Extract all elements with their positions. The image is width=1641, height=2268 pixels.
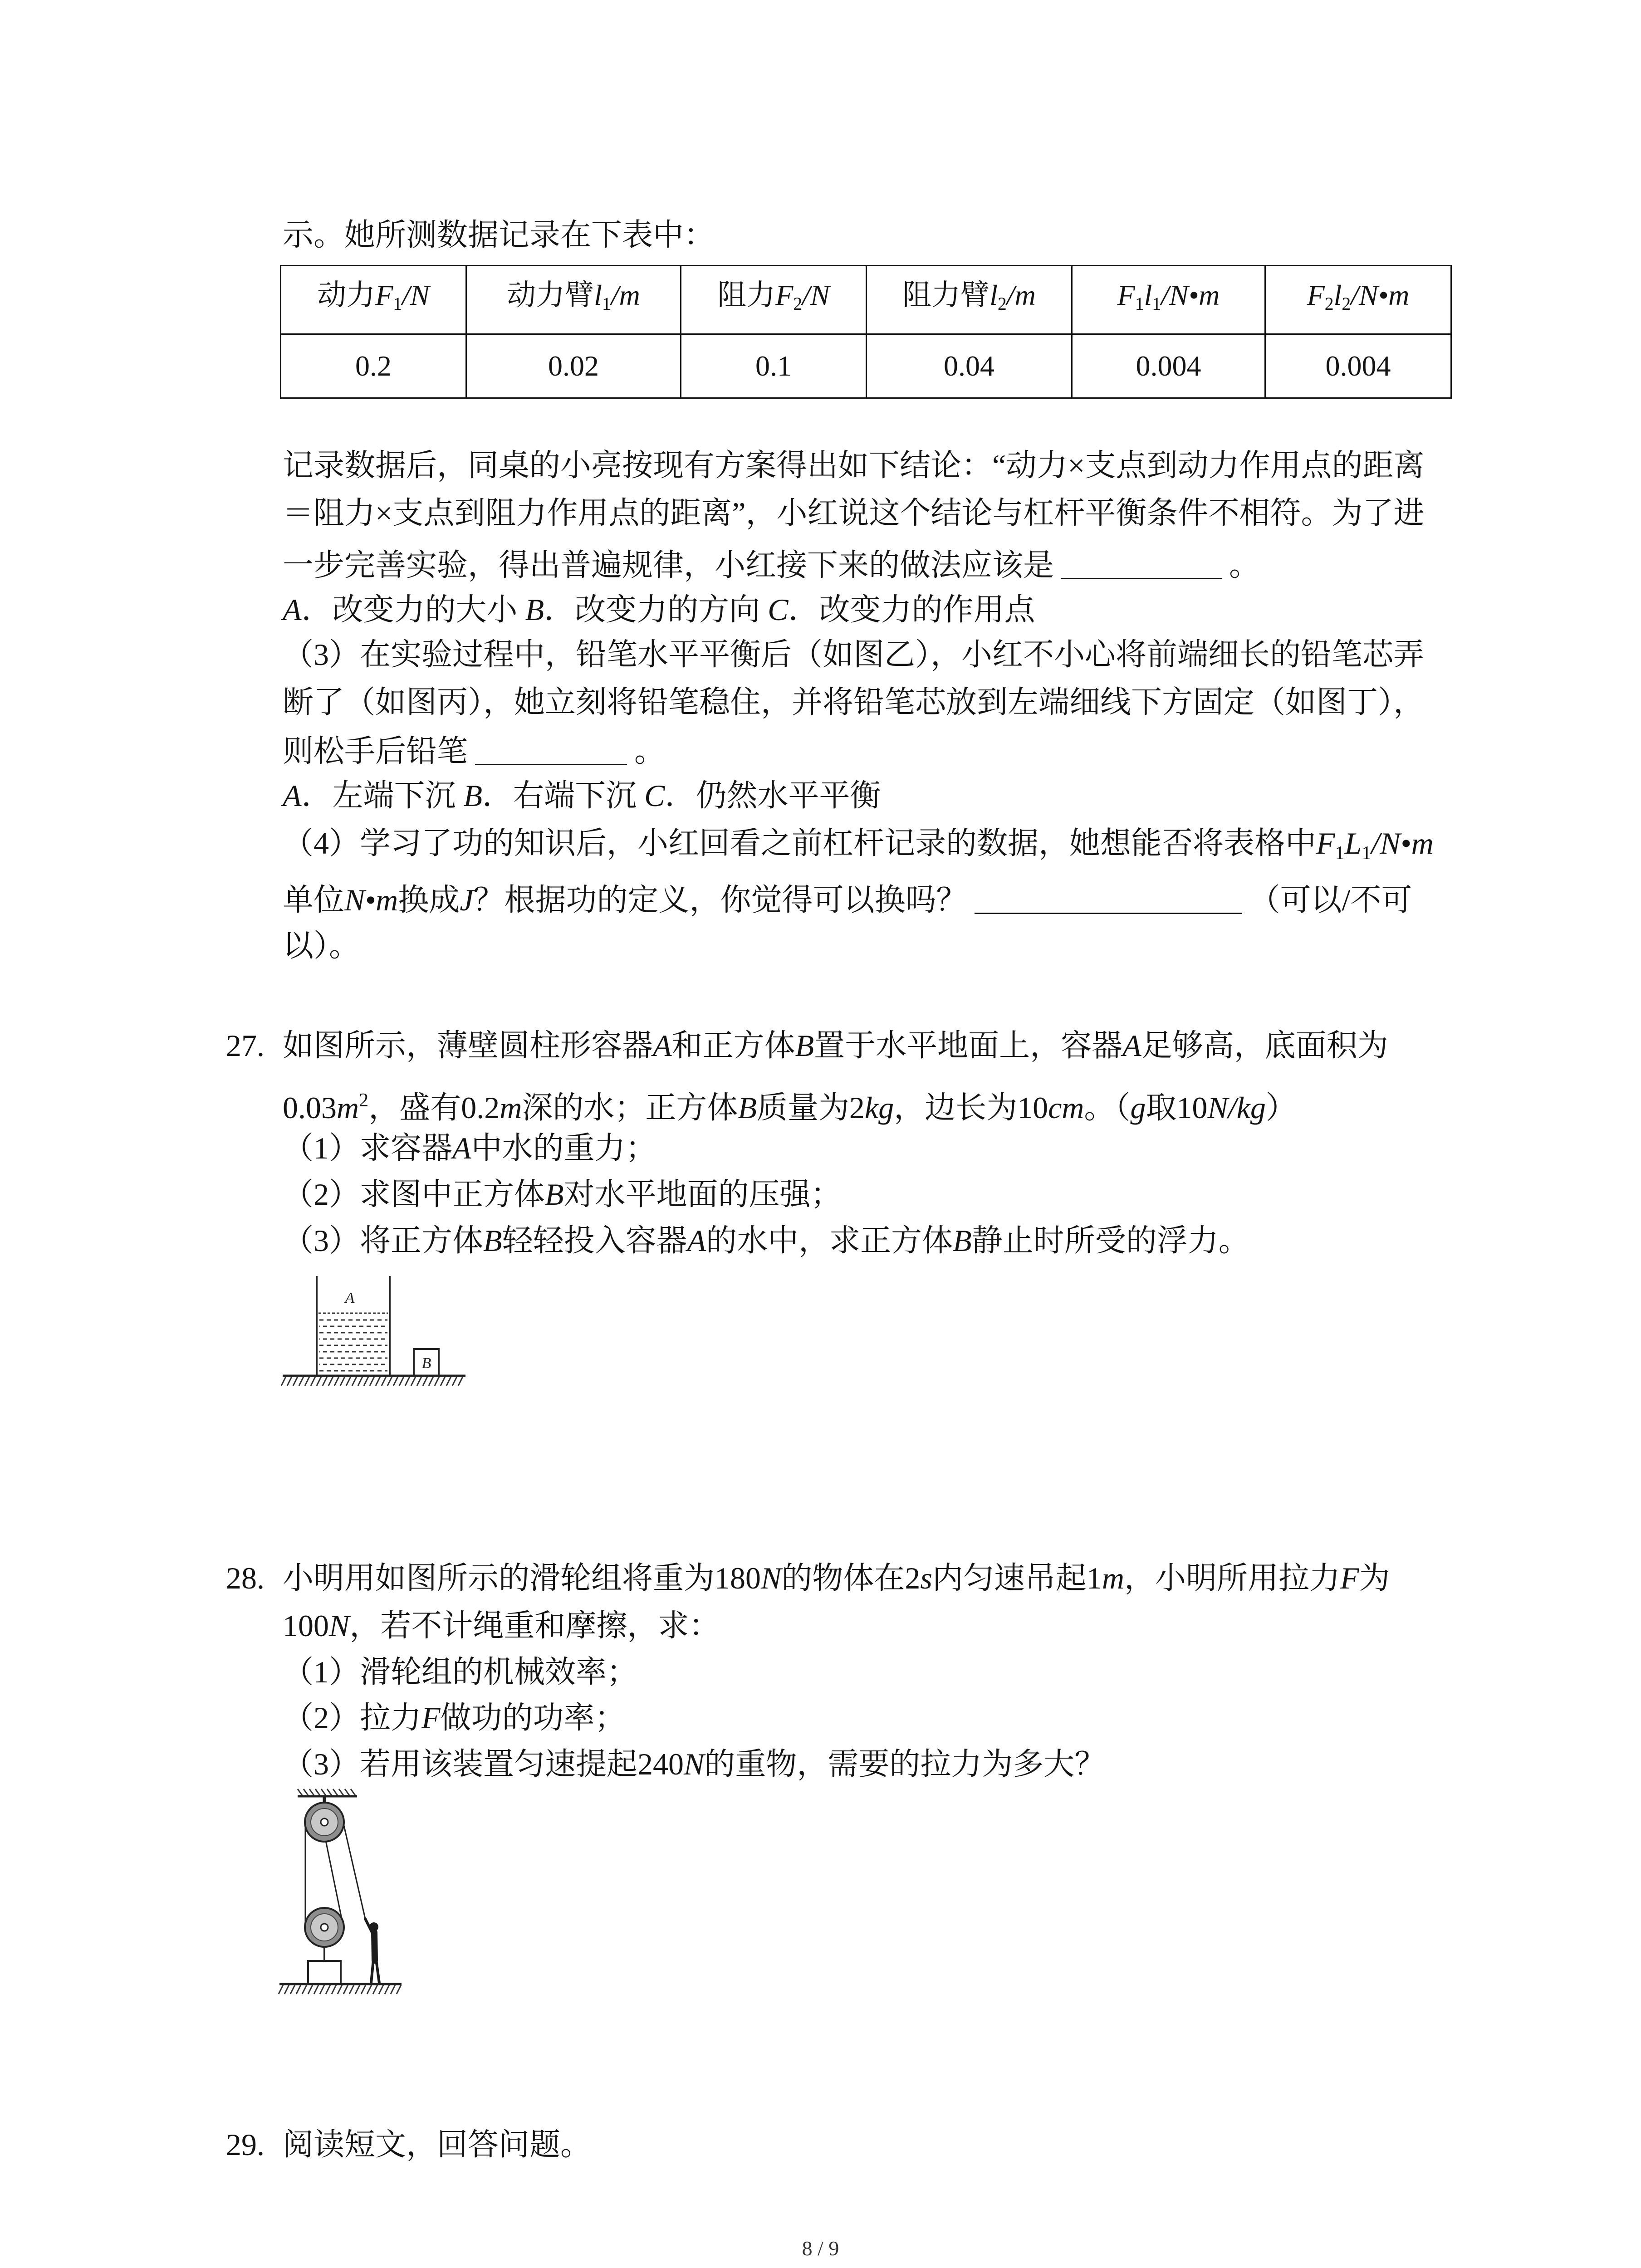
person-leg [371, 1960, 373, 1983]
math-symbol: F [1307, 279, 1325, 312]
text-run: （3）在实验过程中，铅笔水平平衡后（如图乙），小红不小心将前端细长的铅笔芯弄 [283, 637, 1425, 672]
math-symbol: m [500, 1090, 522, 1125]
math-symbol: L [1344, 826, 1362, 860]
text-run: （4）学习了功的知识后，小红回看之前杠杆记录的数据，她想能否将表格中 [283, 826, 1317, 860]
subscript: 1 [393, 294, 402, 314]
table-cell: 0.2 [281, 334, 466, 398]
table-cell: 0.1 [681, 334, 867, 398]
math-symbol: A [283, 778, 302, 813]
text-run: （1）滑轮组的机械效率； [283, 1655, 638, 1689]
text-run: 的水中，求正方体 [706, 1223, 953, 1258]
math-symbol: F [1117, 279, 1135, 312]
text-run: 足够高，底面积为 [1141, 1028, 1388, 1063]
q28-text-line [283, 1610, 720, 1641]
text-run: ＝阻力×支点到阻力作用点的距离”，小红说这个结论与杠杆平衡条件不相符。为了进 [283, 496, 1425, 530]
text-run: ．仍然水平平衡 [665, 778, 881, 813]
q27-subquestion [283, 1133, 656, 1163]
q26-text-line [283, 826, 1434, 864]
math-symbol: N/kg [1207, 1090, 1266, 1125]
text-run: ） [1265, 1090, 1297, 1125]
math-symbol: kg [864, 1090, 894, 1125]
math-symbol: A [1122, 1028, 1141, 1063]
page-number: 8 / 9 [802, 2237, 839, 2260]
q27-subquestion [283, 1225, 1249, 1256]
subscript: 1 [1152, 294, 1161, 314]
person [365, 1919, 379, 1983]
figure-pulley-system [272, 1783, 417, 2000]
math-symbol: C [768, 592, 789, 627]
math-symbol: N [329, 1608, 350, 1643]
math-symbol: /N [402, 279, 430, 312]
subscript: 1 [602, 294, 611, 314]
table-row [281, 334, 1451, 398]
math-symbol: B [953, 1223, 972, 1258]
text-run: 阻力 [717, 279, 776, 312]
text-run: ，盛有0.2 [368, 1090, 500, 1125]
subscript: 2 [997, 294, 1007, 314]
text-run: 深的水；正方体 [522, 1090, 738, 1125]
water [318, 1313, 388, 1371]
q28-text-line [283, 1563, 1390, 1593]
answer-blank [475, 738, 627, 765]
text-run: 则松手后铅笔 [283, 734, 468, 768]
math-symbol: B [463, 778, 483, 813]
text-run: 阻力臂 [902, 279, 990, 312]
container-label: A [345, 1290, 355, 1306]
q26-text-line [283, 498, 1425, 528]
text-run: 动力臂 [507, 279, 594, 312]
math-symbol: cm [1048, 1090, 1084, 1125]
text-run: 一步完善实验，得出普遍规律，小红接下来的做法应该是 [283, 548, 1054, 582]
table-cell: 0.02 [466, 334, 681, 398]
header-resistance-arm [867, 266, 1072, 334]
rope-pull-strand [343, 1823, 365, 1919]
ground-hatch [279, 1985, 401, 1994]
q28-subquestion [283, 1702, 626, 1733]
math-symbol: F [1340, 1561, 1359, 1595]
q28-subquestion [283, 1657, 637, 1687]
header-effort-product [1072, 266, 1265, 334]
table-header-row [281, 266, 1451, 334]
text-run: 以）。 [283, 929, 360, 963]
text-run: 。（ [1084, 1090, 1131, 1125]
text-run: ？根据功的定义，你觉得可以换吗？ [473, 883, 967, 917]
text-run: 。 [634, 734, 666, 768]
text-run: ．左端下沉 [301, 778, 464, 813]
text-run: 的物体在2 [781, 1561, 921, 1595]
text-run: ．改变力的作用点 [788, 592, 1035, 627]
math-symbol: F [1316, 826, 1335, 860]
text-run: （1）求容器 [283, 1131, 453, 1165]
text-run: （2）求图中正方体 [283, 1177, 545, 1212]
table-cell: 0.004 [1265, 334, 1451, 398]
math-symbol: g [1130, 1090, 1146, 1125]
text-run: 静止时所受的浮力。 [971, 1223, 1249, 1258]
text-run: ．改变力的方向 [544, 592, 768, 627]
q27-subquestion [283, 1179, 842, 1210]
header-effort-arm [466, 266, 681, 334]
math-symbol: N•m [344, 883, 398, 917]
text-run: ．改变力的大小 [301, 592, 525, 627]
q26-text-line [283, 550, 1260, 581]
math-symbol: F [421, 1701, 441, 1735]
text-run: 如图所示，薄壁圆柱形容器 [283, 1028, 653, 1063]
math-symbol: B [738, 1090, 757, 1125]
text-run: 。 [1229, 548, 1260, 582]
table-cell: 0.04 [867, 334, 1072, 398]
text-run: 为 [1359, 1561, 1390, 1595]
answer-blank [975, 886, 1242, 914]
question-number: 28. [226, 1561, 265, 1595]
text-run: （2）拉力 [283, 1701, 422, 1735]
header-resistance-product [1265, 266, 1451, 334]
figure-container-and-cube [272, 1266, 476, 1397]
q26-text-line [283, 450, 1425, 481]
fixed-pulley [305, 1803, 344, 1842]
text-run: 断了（如图丙），她立刻将铅笔稳住，并将铅笔芯放到左端细线下方固定（如图丁）， [283, 685, 1425, 719]
text-run: 置于水平地面上，容器 [814, 1028, 1123, 1063]
q26-text-line [283, 930, 360, 961]
load-box [308, 1961, 341, 1984]
math-symbol: l [989, 279, 998, 312]
math-symbol: /N [802, 279, 830, 312]
text-run: （3）若用该装置匀速提起240 [283, 1747, 684, 1781]
text-run: ，若不计绳重和摩擦，求： [349, 1608, 720, 1643]
math-symbol: l [1144, 279, 1152, 312]
q27-text-line [283, 1085, 1297, 1125]
math-symbol: /m [1006, 279, 1036, 312]
math-symbol: B [525, 592, 544, 627]
text-run: 对水平地面的压强； [563, 1177, 842, 1212]
text-run: ，边长为10 [894, 1090, 1048, 1125]
table-cell: 0.004 [1072, 334, 1265, 398]
q29-text-line [283, 2129, 591, 2160]
math-symbol: /N•m [1161, 279, 1220, 312]
math-symbol: l [1333, 279, 1342, 312]
math-symbol: A [653, 1028, 672, 1063]
subscript: 2 [1342, 294, 1351, 314]
math-symbol: F [375, 279, 393, 312]
q26-options-line [283, 780, 881, 811]
math-symbol: F [775, 279, 794, 312]
math-symbol: A [452, 1131, 471, 1165]
math-symbol: l [594, 279, 602, 312]
ceiling-hatch [298, 1789, 355, 1795]
q26-intro-line [283, 220, 715, 250]
movable-pulley-axle [321, 1924, 328, 1931]
answer-blank [1061, 552, 1222, 579]
header-resistance-force [681, 266, 867, 334]
question-number: 29. [226, 2127, 265, 2162]
subscript: 1 [1335, 842, 1345, 864]
superscript: 2 [359, 1090, 369, 1111]
subscript: 2 [793, 294, 803, 314]
text-run: 和正方体 [671, 1028, 795, 1063]
text-run: 质量为2 [756, 1090, 865, 1125]
math-symbol: A [687, 1223, 706, 1258]
math-symbol: N [684, 1747, 705, 1781]
math-symbol: m [337, 1090, 359, 1125]
math-symbol: B [483, 1223, 502, 1258]
lever-data-table [280, 265, 1452, 399]
person-leg [376, 1960, 379, 1983]
q26-options-line [283, 594, 1035, 625]
math-symbol: /N•m [1371, 826, 1434, 860]
person-body [374, 1932, 375, 1960]
ground-hatch [281, 1377, 463, 1386]
math-symbol: s [920, 1561, 932, 1595]
math-symbol: /m [611, 279, 640, 312]
q27-text-line [283, 1030, 1388, 1061]
fixed-pulley-axle [321, 1818, 328, 1826]
text-run: 中水的重力； [471, 1131, 656, 1165]
q28-subquestion [283, 1749, 1105, 1779]
text-run: ，小明所用拉力 [1124, 1561, 1340, 1595]
text-run: 单位 [283, 883, 345, 917]
text-run: （3）将正方体 [283, 1223, 484, 1258]
subscript: 2 [1324, 294, 1334, 314]
subscript: 1 [1135, 294, 1144, 314]
text-run: ．右端下沉 [482, 778, 645, 813]
q26-text-line [283, 639, 1424, 670]
math-symbol: /N•m [1351, 279, 1410, 312]
text-run: 内匀速吊起1 [932, 1561, 1102, 1595]
math-symbol: J [460, 883, 474, 917]
text-run: 取10 [1146, 1090, 1208, 1125]
text-run: 的重物，需要的拉力为多大？ [704, 1747, 1106, 1781]
text-run: 轻轻投入容器 [502, 1223, 687, 1258]
text-run: 100 [283, 1608, 329, 1643]
math-symbol: m [1102, 1561, 1124, 1595]
text-run: 小明用如图所示的滑轮组将重为180 [283, 1561, 761, 1595]
question-number: 27. [226, 1028, 265, 1063]
cube-label: B [421, 1355, 431, 1372]
q26-text-line [283, 885, 1412, 915]
header-effort-force [281, 266, 466, 334]
text-run: （可以/不可 [1249, 883, 1412, 917]
text-run: 示。她所测数据记录在下表中： [283, 218, 715, 252]
text-run: 做功的功率； [440, 1701, 626, 1735]
q26-text-line [283, 687, 1424, 718]
subscript: 1 [1362, 842, 1372, 864]
text-run: 动力 [317, 279, 376, 312]
movable-pulley [305, 1908, 344, 1947]
math-symbol: N [761, 1561, 782, 1595]
math-symbol: A [283, 592, 302, 627]
text-run: 记录数据后，同桌的小亮按现有方案得出如下结论：“动力×支点到动力作用点的距离 [283, 448, 1425, 483]
math-symbol: C [644, 778, 665, 813]
math-symbol: B [795, 1028, 814, 1063]
text-run: 阅读短文，回答问题。 [283, 2127, 592, 2162]
text-run: 0.03 [283, 1090, 337, 1125]
text-run: 换成 [398, 883, 460, 917]
math-symbol: B [545, 1177, 564, 1212]
q26-text-line [283, 736, 665, 767]
